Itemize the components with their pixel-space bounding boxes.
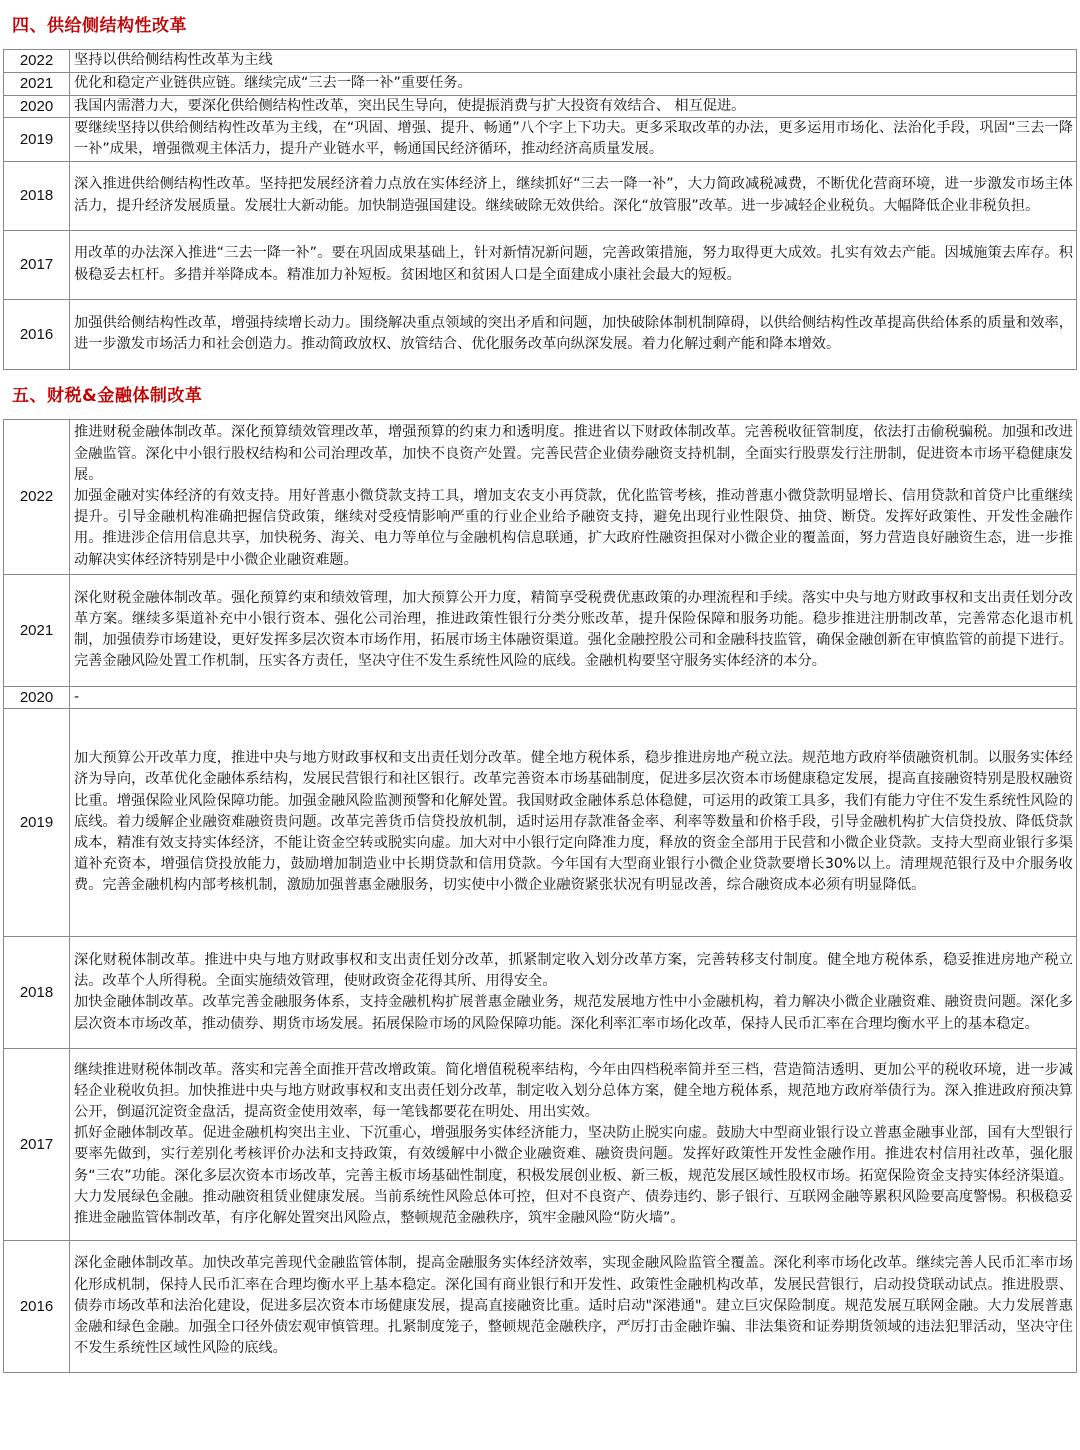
table-row xyxy=(4,708,1077,936)
content-cell xyxy=(70,419,1077,574)
content-paragraph: 坚持以供给侧结构性改革为主线 xyxy=(74,52,273,69)
year-cell: 2019 xyxy=(4,118,70,161)
content-paragraph: 深化金融体制改革。加快改革完善现代金融监管体制，提高金融服务实体经济效率，实现金融风险监管全覆盖。深化利率市场化改革。继续完善人民币汇率市场化形成机制，保持人民币汇率在合理均衡水平上基本稳定。深化国有商业银行和开发性、政策性金融机构改革，发展民营银行，启动投贷联动试点。推进股票、债券市场改革和法治化建设，促进多层次资本市场健康发展，提高直接融资比重。适时启动"深港通"。建立巨灾保险制度。规范发展互联网金融。大力发展普惠金融和绿色金融。加强全口径外债宏观审慎管理。扎紧制度笼子，整顿规范金融秩序，严厉打击金融诈骗、非法集资和证券期货领域的违法犯罪活动，坚决守住不发生系统性区域性风险的底线。 xyxy=(74,1255,1073,1357)
table-row xyxy=(4,73,1077,96)
year-cell: 2022 xyxy=(4,50,70,73)
section-title: 五、财税&金融体制改革 xyxy=(12,385,203,406)
content-cell xyxy=(70,936,1077,1048)
table-row xyxy=(4,50,1077,73)
content-paragraph: 加强供给侧结构性改革，增强持续增长动力。围绕解决重点领域的突出矛盾和问题，加快破除体制机制障碍，以供给侧结构性改革提高供给体系的质量和效率，进一步激发市场活力和社会创造力。推动简政放权、放管结合、优化服务改革向纵深发展。着力化解过剩产能和降本增效。 xyxy=(74,314,1073,353)
content-cell xyxy=(70,73,1077,96)
year-cell: 2019 xyxy=(4,708,70,936)
table-row xyxy=(4,299,1077,369)
policy-table xyxy=(3,419,1077,1373)
year-cell: 2016 xyxy=(4,1240,70,1372)
year-cell: 2016 xyxy=(4,299,70,369)
table-row xyxy=(4,1048,1077,1240)
content-paragraph: 要继续坚持以供给侧结构性改革为主线，在“巩固、增强、提升、畅通”八个字上下功夫。更多采取改革的办法，更多运用市场化、法治化手段，巩固“三去一降一补”成果，增强微观主体活力，提升产业链水平，畅通国民经济循环，推动经济高质量发展。 xyxy=(74,120,1073,158)
content-cell xyxy=(70,1240,1077,1372)
year-cell: 2017 xyxy=(4,230,70,299)
table-row xyxy=(4,96,1077,118)
year-cell: 2021 xyxy=(4,574,70,686)
content-cell xyxy=(70,230,1077,299)
table-row xyxy=(4,936,1077,1048)
content-paragraph: 用改革的办法深入推进“三去一降一补”。要在巩固成果基础上，针对新情况新问题，完善政策措施，努力取得更大成效。扎实有效去产能。因城施策去库存。积极稳妥去杠杆。多措并举降成本。精准加力补短板。贫困地区和贫困人口是全面建成小康社会最大的短板。 xyxy=(74,245,1073,283)
content-cell xyxy=(70,686,1077,708)
policy-table xyxy=(3,49,1077,370)
content-cell xyxy=(70,1048,1077,1240)
year-cell: 2017 xyxy=(4,1048,70,1240)
content-paragraph: 深入推进供给侧结构性改革。坚持把发展经济着力点放在实体经济上，继续抓好“三去一降一补”，大力简政减税减费，不断优化营商环境，进一步激发市场主体活力，提升经济发展质量。发展壮大新动能。加快制造强国建设。继续破除无效供给。深化“放管服”改革。进一步减轻企业税负。大幅降低企业非税负担。 xyxy=(74,176,1073,214)
content-cell xyxy=(70,96,1077,118)
table-row xyxy=(4,686,1077,708)
section-title: 四、供给侧结构性改革 xyxy=(12,16,187,36)
content-cell xyxy=(70,50,1077,73)
content-cell xyxy=(70,299,1077,369)
content-paragraph: 优化和稳定产业链供应链。继续完成“三去一降一补”重要任务。 xyxy=(74,75,472,92)
content-paragraph: 抓好金融体制改革。促进金融机构突出主业、下沉重心，增强服务实体经济能力，坚决防止脱实向虚。鼓励大中型商业银行设立普惠金融事业部，国有大型银行要率先做到，实行差别化考核评价办法和支持政策，有效缓解中小微企业融资难、融资贵问题。发挥好政策性开发性金融作用。推进农村信用社改革，强化服务“三农”功能。深化多层次资本市场改革，完善主板市场基础性制度，积极发展创业板、新三板，规范发展区域性股权市场。拓宽保险资金支持实体经济渠道。大力发展绿色金融。推动融资租赁业健康发展。当前系统性风险总体可控，但对不良资产、债券违约、影子银行、互联网金融等累积风险要高度警惕。积极稳妥推进金融监管体制改革，有序化解处置突出风险点，整顿规范金融秩序，筑牢金融风险“防火墙”。 xyxy=(74,1125,1073,1226)
content-paragraph: 深化财税体制改革。推进中央与地方财政事权和支出责任划分改革，抓紧制定收入划分改革方案，完善转移支付制度。健全地方税体系，稳妥推进房地产税立法。改革个人所得税。全面实施绩效管理，使财政资金花得其所、用得安全。 xyxy=(74,951,1073,990)
content-cell xyxy=(70,161,1077,230)
content-cell xyxy=(70,118,1077,161)
year-cell: 2021 xyxy=(4,73,70,96)
content-paragraph: - xyxy=(74,688,80,705)
table-row xyxy=(4,161,1077,230)
content-paragraph: 我国内需潜力大，要深化供给侧结构性改革，突出民生导向，使提振消费与扩大投资有效结合、 相互促进。 xyxy=(74,98,746,114)
table-row xyxy=(4,118,1077,161)
content-paragraph: 加大预算公开改革力度，推进中央与地方财政事权和支出责任划分改革。健全地方税体系，稳步推进房地产税立法。规范地方政府举债融资机制。以服务实体经济为导向，改革优化金融体系结构，发展民营银行和社区银行。改革完善资本市场基础制度，促进多层次资本市场健康稳定发展，提高直接融资特别是股权融资比重。增强保险业风险保障功能。加强金融风险监测预警和化解处置。我国财政金融体系总体稳健，可运用的政策工具多，我们有能力守住不发生系统性风险的底线。着力缓解企业融资难融资贵问题。改革完善货币信贷投放机制，适时运用存款准备金率、利率等数量和价格手段，引导金融机构扩大信贷投放、降低贷款成本，精准有效支持实体经济，不能让资金空转或脱实向虚。加大对中小银行定向降准力度，释放的资金全部用于民营和小微企业贷款。支持大型商业银行多渠道补充资本，增强信贷投放能力，鼓励增加制造业中长期贷款和信用贷款。今年国有大型商业银行小微企业贷款要增长30%以上。清理规范银行及中介服务收费。完善金融机构内部考核机制，激励加强普惠金融服务，切实使中小微企业融资紧张状况有明显改善，综合融资成本必须有明显降低。 xyxy=(74,750,1073,894)
content-paragraph: 深化财税金融体制改革。强化预算约束和绩效管理，加大预算公开力度，精简享受税费优惠政策的办理流程和手续。落实中央与地方财政事权和支出责任划分改革方案。继续多渠道补充中小银行资本、强化公司治理，推进政策性银行分类分账改革，提升保险保障和服务功能。稳步推进注册制改革，完善常态化退市机制，加强债券市场建设，更好发挥多层次资本市场作用，拓展市场主体融资渠道。强化金融控股公司和金融科技监管，确保金融创新在审慎监管的前提下进行。完善金融风险处置工作机制，压实各方责任，坚决守住不发生系统性风险的底线。金融机构要坚守服务实体经济的本分。 xyxy=(74,589,1073,670)
table-row xyxy=(4,1240,1077,1372)
year-cell: 2022 xyxy=(4,419,70,574)
content-paragraph: 继续推进财税体制改革。落实和完善全面推开营改增政策。简化增值税税率结构，今年由四档税率简并至三档，营造简洁透明、更加公平的税收环境，进一步减轻企业税收负担。加快推进中央与地方财政事权和支出责任划分改革，制定收入划分总体方案，健全地方税体系，规范地方政府举债行为。深入推进政府预决算公开，倒逼沉淀资金盘活，提高资金使用效率，每一笔钱都要花在明处、用出实效。 xyxy=(74,1061,1073,1120)
table-row xyxy=(4,419,1077,574)
content-paragraph: 推进财税金融体制改革。深化预算绩效管理改革，增强预算的约束力和透明度。推进省以下财政体制改革。完善税收征管制度，依法打击偷税骗税。加强和改进金融监管。深化中小银行股权结构和公司治理改革，加快不良资产处置。完善民营企业债券融资支持机制，全面实行股票发行注册制，促进资本市场平稳健康发展。 xyxy=(74,424,1073,483)
year-cell: 2018 xyxy=(4,161,70,230)
content-cell xyxy=(70,574,1077,686)
year-cell: 2020 xyxy=(4,686,70,708)
content-paragraph: 加强金融对实体经济的有效支持。用好普惠小微贷款支持工具，增加支农支小再贷款，优化监管考核，推动普惠小微贷款明显增长、信用贷款和首贷户比重继续提升。引导金融机构准确把握信贷政策，继续对受疫情影响严重的行业企业给予融资支持，避免出现行业性限贷、抽贷、断贷。发挥好政策性、开发性金融作用。推进涉企信用信息共享，加快税务、海关、电力等单位与金融机构信息联通，扩大政府性融资担保对小微企业的覆盖面，努力营造良好融资生态，进一步推动解决实体经济特别是中小微企业融资难题。 xyxy=(74,488,1073,568)
year-cell: 2020 xyxy=(4,96,70,118)
year-cell: 2018 xyxy=(4,936,70,1048)
table-row xyxy=(4,230,1077,299)
content-paragraph: 加快金融体制改革。改革完善金融服务体系，支持金融机构扩展普惠金融业务，规范发展地方性中小金融机构，着力解决小微企业融资难、融资贵问题。深化多层次资本市场改革，推动债券、期货市场发展。拓展保险市场的风险保障功能。深化利率汇率市场化改革，保持人民币汇率在合理均衡水平上的基本稳定。 xyxy=(74,994,1073,1032)
content-cell xyxy=(70,708,1077,936)
table-row xyxy=(4,574,1077,686)
